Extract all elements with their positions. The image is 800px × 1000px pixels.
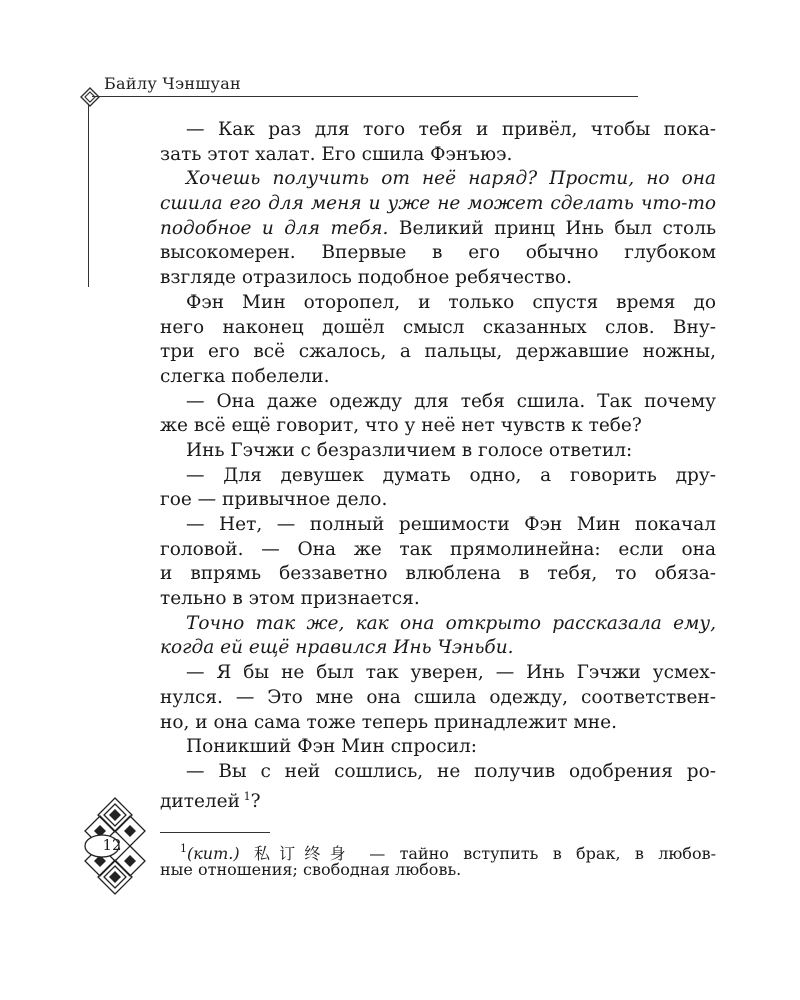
text-line: — Она даже одежду для тебя сшила. Так почему [186, 390, 716, 412]
footnote-chinese: 私订终身 [253, 844, 355, 863]
running-header-title: Байлу Чэншуан [104, 74, 242, 93]
text-line: взгляде отразилось подобное ребячество. [160, 267, 572, 289]
text-fragment: дителей [160, 790, 240, 812]
text-line: головой. — Она же так прямолинейна: если она [160, 538, 716, 560]
text-line: высокомерен. Впервые в его обычно глубоком [160, 242, 716, 264]
text-line-mixed [160, 217, 716, 242]
text-line: слегка побелели. [160, 365, 330, 387]
footnote-number: 1 [180, 842, 187, 855]
footnote-abbr: (кит.) [187, 844, 240, 863]
text-line-with-footnote-ref [160, 785, 716, 810]
page-number: 12 [102, 836, 122, 854]
text-line: и впрямь беззаветно влюблена в тебя, то обяза- [160, 563, 716, 585]
text-line: Фэн Мин оторопел, и только спустя время до [186, 291, 716, 313]
text-line: — Для девушек думать одно, а говорить дру- [186, 464, 716, 486]
footnote-separator [160, 832, 270, 833]
margin-vertical-rule [88, 105, 89, 287]
text-line: гое — привычное дело. [160, 489, 388, 511]
main-text-body [160, 118, 717, 812]
text-line: зать этот халат. Его сшила Фэнъюэ. [160, 143, 513, 165]
text-fragment: ? [250, 790, 261, 812]
footnote-line [160, 838, 716, 863]
header-rule [92, 96, 638, 97]
text-line: нулся. — Это мне она сшила одежду, соответствен- [160, 686, 716, 708]
header-diamond-ornament [80, 87, 100, 107]
footnote-line: ные отношения; свободная любовь. [160, 860, 462, 879]
text-line: тельно в этом признается. [160, 588, 420, 610]
text-line: него наконец дошёл смысл сказанных слов. Вну- [160, 316, 716, 338]
footnote [160, 838, 716, 880]
footnote-reference[interactable]: 1 [243, 789, 251, 803]
text-line: же всё ещё говорит, что у неё нет чувств к тебе? [160, 415, 642, 437]
text-line: но, и она сама тоже теперь принадлежит мне. [160, 711, 617, 733]
text-line: три его всё сжалось, а пальцы, державшие ножны, [160, 341, 716, 363]
text-line: — Как раз для того тебя и привёл, чтобы пока- [186, 119, 716, 140]
text-line: — Нет, — полный решимости Фэн Мин покачал [186, 514, 716, 535]
footnote-text: — тайно вступить в брак, в любов- [369, 844, 716, 863]
text-line: Поникший Фэн Мин спросил: [186, 736, 477, 758]
text-line-italic: Точно так же, как она открыто рассказала ему, [186, 612, 716, 634]
text-line: — Я бы не был так уверен, — Инь Гэчжи усмех- [186, 662, 716, 684]
text-line-italic: сшила его для меня и уже не может сделать что-то [160, 193, 716, 215]
text-line: — Вы с ней сошлись, не получив одобрения ро- [186, 760, 716, 782]
text-line: Инь Гэчжи с безразличием в голосе ответил: [186, 439, 633, 461]
italic-fragment: подобное и для тебя. [160, 217, 389, 239]
text-fragment: Великий принц Инь был столь [398, 217, 717, 239]
text-line-italic: когда ей ещё нравился Инь Чэньби. [160, 637, 514, 659]
text-line-italic: Хочешь получить от неё наряд? Прости, но она [186, 168, 716, 190]
